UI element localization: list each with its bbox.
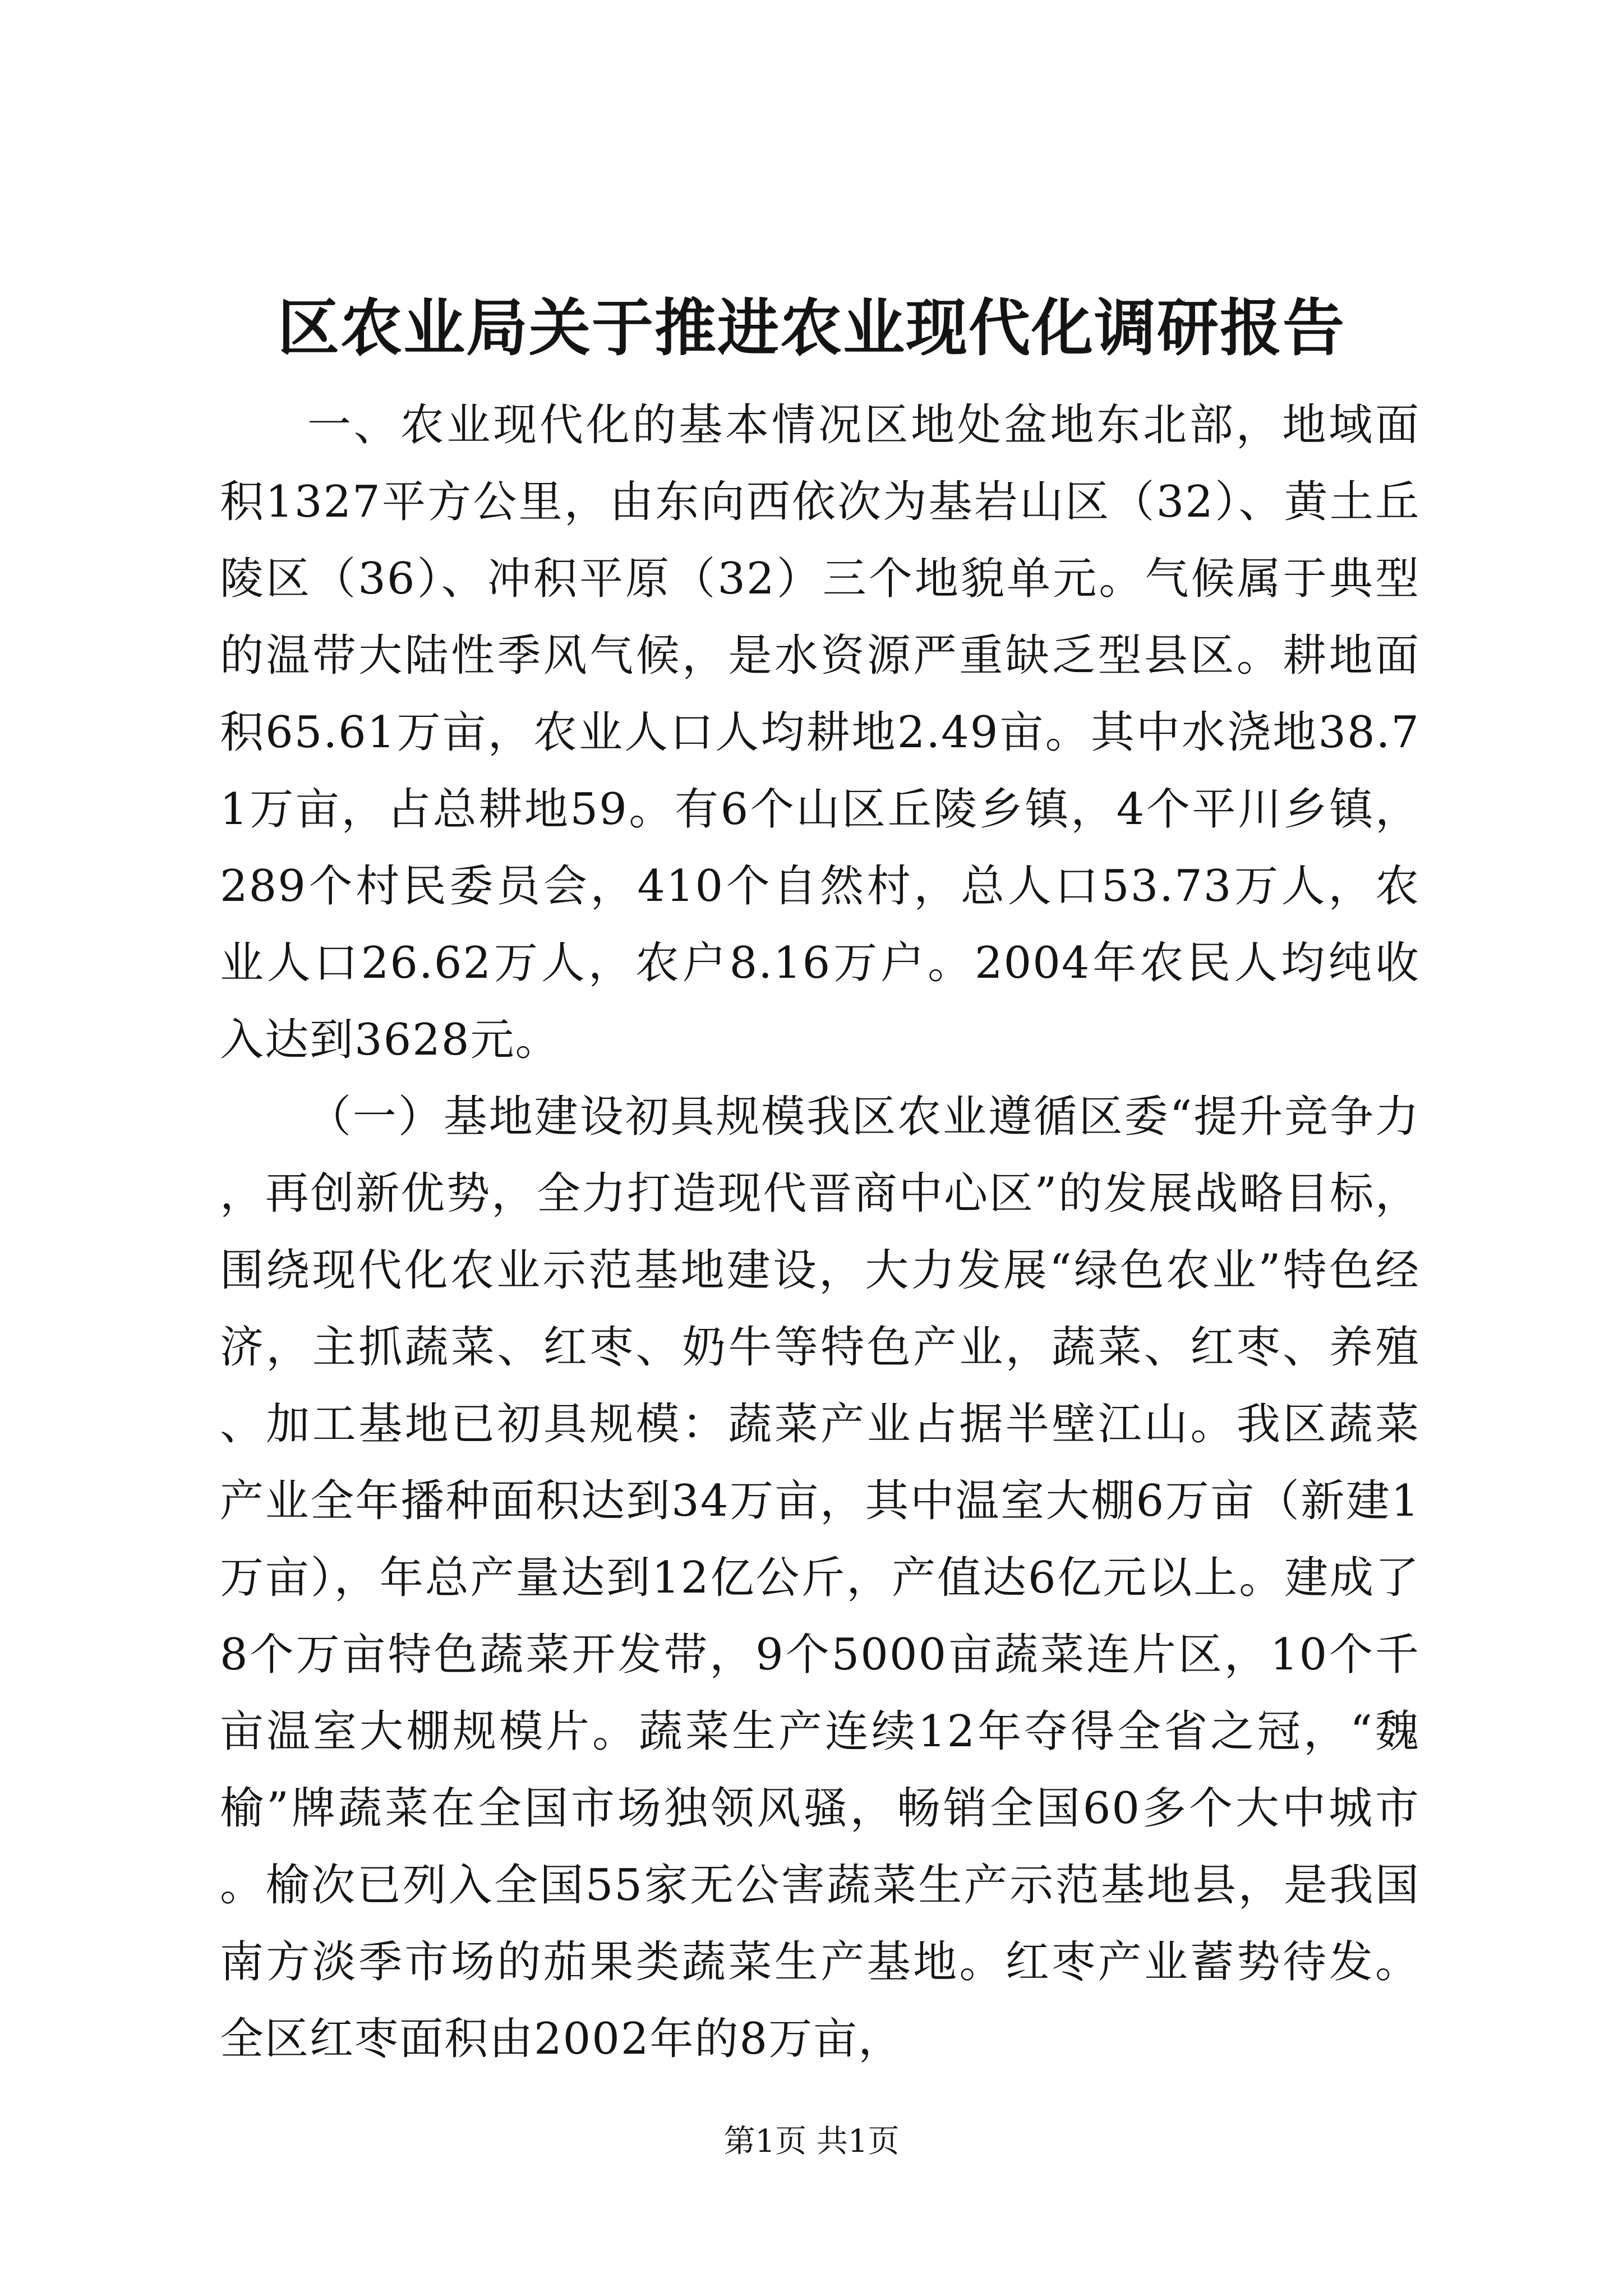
paragraph-basic-situation: 一、农业现代化的基本情况区地处盆地东北部，地域面积1327平方公里，由东向西依次为基岩山区（32）、黄土丘陵区（36）、冲积平原（32）三个地貌单元。气候属于典型的温带大陆性季风气候，是水资源严重缺乏型县区。耕地面积65.61万亩，农业人口人均耕地2.49亩。其中水浇地38.71万亩，占总耕地59。有6个山区丘陵乡镇，4个平川乡镇，289个村民委员会，410个自然村，总人口53.73万人，农业人口26.62万人，农户8.16万户。2004年农民人均纯收入达到3628元。 [220,400,1420,1065]
document-title: 区农业局关于推进农业现代化调研报告 [278,292,1345,364]
document-body [220,387,1420,2078]
paragraph-base-construction: （一）基地建设初具规模我区农业遵循区委“提升竞争力，再创新优势，全力打造现代晋商中心区”的发展战略目标，围绕现代化农业示范基地建设，大力发展“绿色农业”特色经济，主抓蔬菜、红枣、奶牛等特色产业，蔬菜、红枣、养殖、加工基地已初具规模：蔬菜产业占据半壁江山。我区蔬菜产业全年播种面积达到34万亩，其中温室大棚6万亩（新建1万亩），年总产量达到12亿公斤，产值达6亿元以上。建成了8个万亩特色蔬菜开发带，9个5000亩蔬菜连片区，10个千亩温室大棚规模片。蔬菜生产连续12年夺得全省之冠，“魏榆”牌蔬菜在全国市场独领风骚，畅销全国60多个大中城市。榆次已列入全国55家无公害蔬菜生产示范基地县，是我国南方淡季市场的茄果类蔬菜生产基地。红枣产业蓄势待发。全区红枣面积由2002年的8万亩， [220,1092,1420,2064]
page-footer: 第1页 共1页 [723,2123,900,2160]
